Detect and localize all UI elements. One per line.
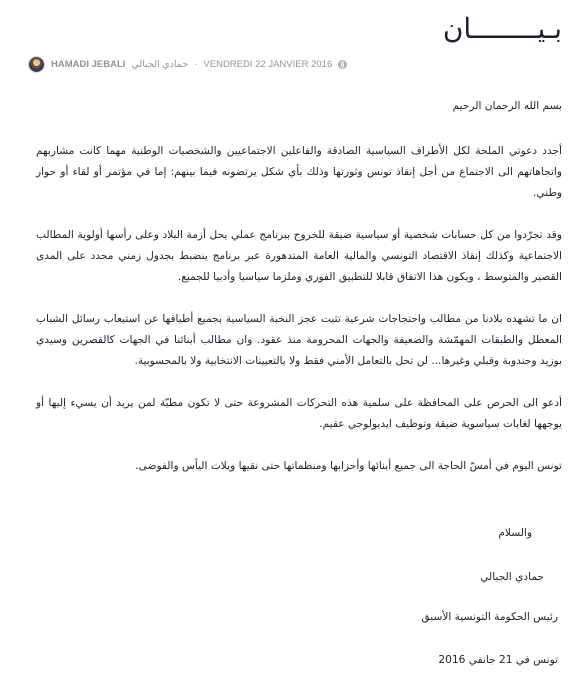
paragraph-closing: تونس اليوم في أمسّ الحاجة الى جميع أبنائها وأحزابها ومنظماتها حتى نقيها ويلات اليأس والفوضى. [135,460,562,472]
place-date: تونس في 21 جانفي 2016 [438,654,558,666]
author-avatar[interactable] [28,56,45,73]
paragraph-program: وقد تجرّدوا من كل حسابات شخصية أو سياسية ضيقة للخروج ببرنامج عملي يحل أزمة البلاد وعلى رأسها أولوية المطالب الاجتماعية وكذلك إنقاذ الاقتصاد التونسي والمالية العامة المتدهورة عبر برنامج ينضبط بجدول زمني محدد على المدى القصير والمتوسط ، ويكون هذا الاتفاق قابلا للتطبيق الفوري وملزما سياسيا وأدبيا للجميع. [36,229,562,283]
paragraph-peaceful: أدعو الى الحرص على المحافظة على سلمية هذه التحركات المشروعة حتى لا تكون مطيّة لمن يريد أن يسيء إليها أو يوجهها لغايات سياسوية ضيقة وتوظيف ايديولوجي عقيم. [36,397,562,430]
statement-title: بـيــــــــان [442,12,562,45]
paragraph-protests: ان ما تشهده بلادنا من مطالب واحتجاجات شرعية تثبت عجز النخبة السياسية بجميع أطيافها عن استيعاب رسائل الشباب المعطل والطبقات المهمّشة والضعيفة والجهات المحرومة منذ عقود. وان مطالب أبنائنا في الجهات كالقصرين وسيدي بوزيد وجندوبة وقبلي وغيرها... لن تحل بالتعامل الأمني فقط ولا بالتعيينات الانتخابية ولا بالمحسوبية. [36,313,562,367]
globe-icon[interactable] [338,60,347,69]
signatory-name: حمادي الجبالي [480,571,544,583]
basmala: بسم الله الرحمان الرحيم [452,100,562,112]
signatory-role: رئيس الحكومة التونسية الأسبق [421,611,558,623]
post-meta [28,54,347,74]
author-name-latin[interactable]: HAMADI JEBALI [51,58,126,70]
post-date[interactable]: VENDREDI 22 JANVIER 2016 [203,58,333,70]
salutation: والسلام [498,527,532,539]
paragraph-call-to-dialogue: أجدد دعوتي الملحة لكل الأطراف السياسية الصادقة والفاعلين الاجتماعيين والشخصيات الوطنية مهما كانت مشاربهم واتجاهاتهم الى الاجتماع من أجل إنقاذ تونس وثورتها وذلك بأي شكل يرتضونه فيما بينهم: إما في مؤتمر أو لقاء أو حوار وطني. [36,145,562,199]
meta-separator: · [194,58,198,70]
author-name-arabic[interactable]: حمادي الجبالي [131,58,189,70]
statement-body [36,96,562,498]
